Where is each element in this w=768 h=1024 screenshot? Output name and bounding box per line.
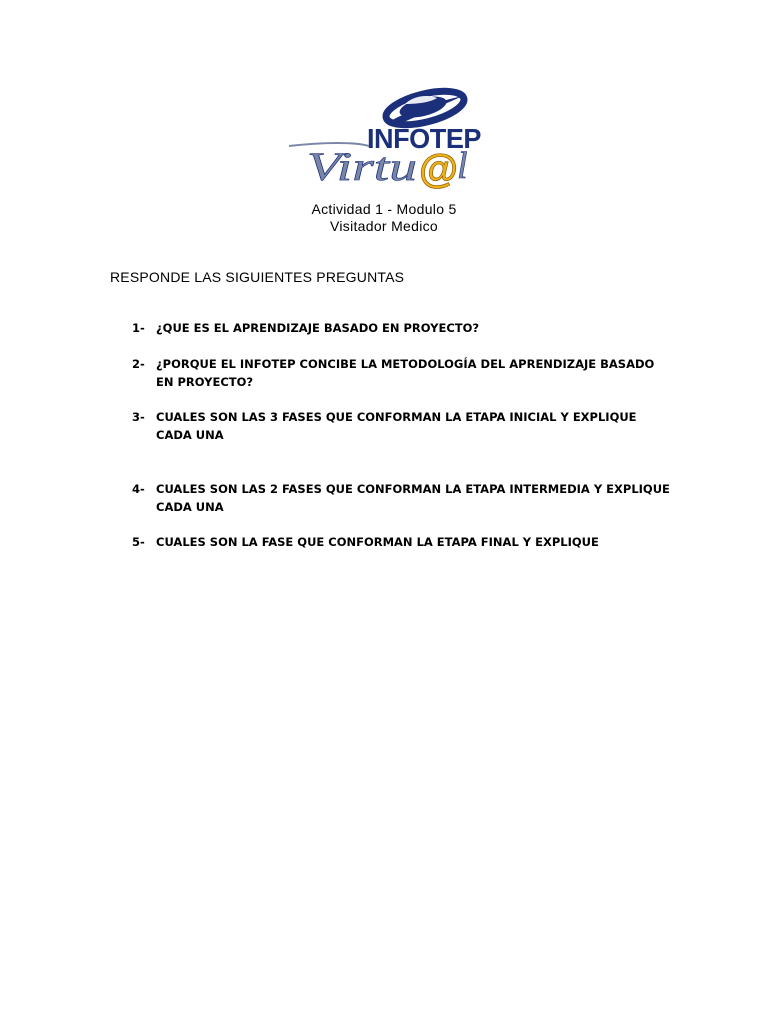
- question-number: 1-: [132, 321, 145, 335]
- logo-script-tail: l: [457, 145, 468, 187]
- question-item: [132, 320, 672, 338]
- question-item: [132, 409, 672, 444]
- question-text: ¿PORQUE EL INFOTEP CONCIBE LA METODOLOGÍA DEL APRENDIZAJE BASADO EN PROYECTO?: [156, 357, 655, 389]
- question-text: CUALES SON LA FASE QUE CONFORMAN LA ETAPA FINAL Y EXPLIQUE: [156, 535, 599, 549]
- question-item: [132, 356, 672, 391]
- logo-at-symbol: @: [419, 147, 459, 190]
- question-item: [132, 481, 672, 516]
- question-number: 4-: [132, 482, 145, 496]
- question-item: [132, 534, 672, 552]
- instruction-heading: RESPONDE LAS SIGUIENTES PREGUNTAS: [110, 269, 405, 285]
- question-text: ¿QUE ES EL APRENDIZAJE BASADO EN PROYECTO?: [156, 321, 480, 335]
- question-number: 2-: [132, 357, 145, 371]
- logo-script-text: Virtu: [307, 144, 417, 189]
- question-text: CUALES SON LAS 3 FASES QUE CONFORMAN LA ETAPA INICIAL Y EXPLIQUE CADA UNA: [156, 410, 637, 442]
- question-number: 5-: [132, 535, 145, 549]
- course-subtitle: Visitador Medico: [329, 218, 439, 234]
- activity-title: Actividad 1 - Modulo 5: [311, 201, 457, 217]
- question-text: CUALES SON LAS 2 FASES QUE CONFORMAN LA ETAPA INTERMEDIA Y EXPLIQUE CADA UNA: [156, 482, 670, 514]
- logo-brand-text: INFOTEP: [367, 123, 481, 154]
- question-number: 3-: [132, 410, 145, 424]
